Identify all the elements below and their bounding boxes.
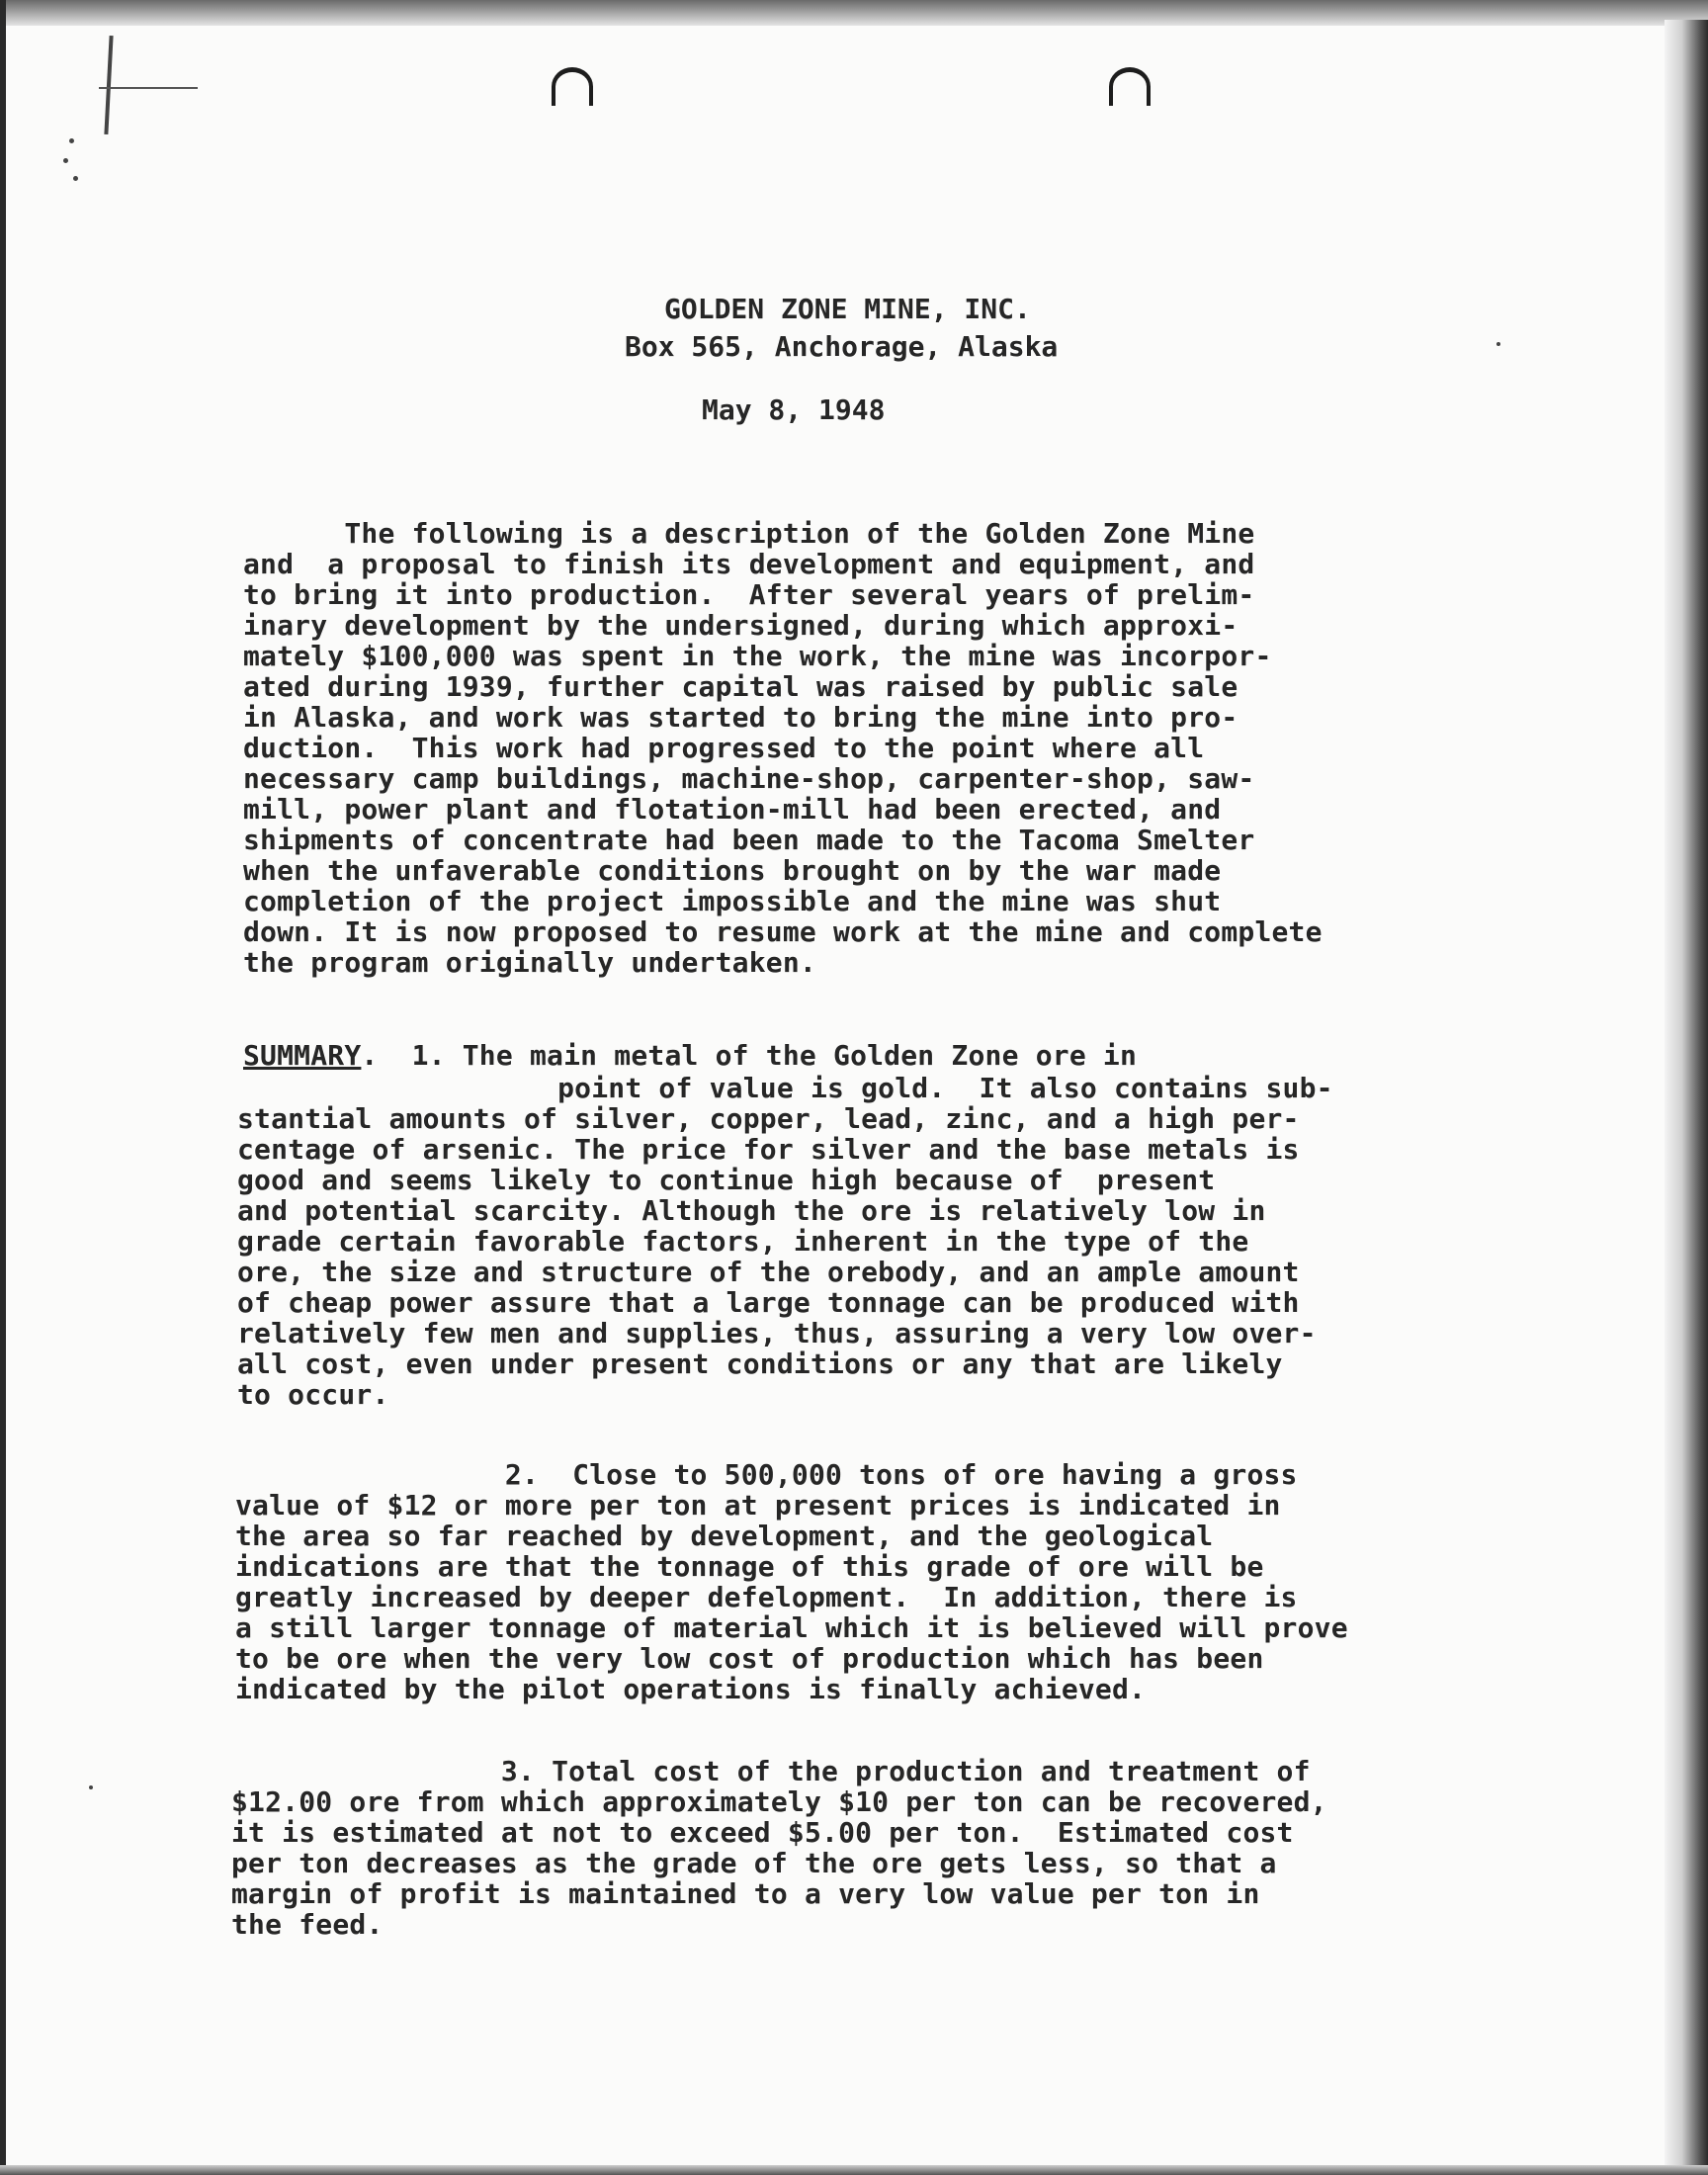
summary-item2-line: greatly increased by deeper defelopment. In addition, there is <box>235 1581 1298 1613</box>
speck <box>1496 342 1500 346</box>
speck <box>63 158 68 163</box>
summary-item3-line: per ton decreases as the grade of the ore gets less, so that a <box>231 1847 1277 1879</box>
intro-line: ated during 1939, further capital was raised by public sale <box>243 670 1238 703</box>
punch-hole-left <box>552 67 593 106</box>
summary-item1-line: ore, the size and structure of the orebody, and an ample amount <box>237 1256 1300 1288</box>
scan-top-edge <box>0 0 1708 26</box>
intro-line: duction. This work had progressed to the point where all <box>243 732 1205 764</box>
intro-line: and a proposal to finish its development and equipment, and <box>243 548 1255 580</box>
staple-line <box>99 87 198 89</box>
speck <box>89 1785 93 1789</box>
summary-item1-line: relatively few men and supplies, thus, assuring a very low over- <box>237 1317 1317 1349</box>
intro-line: shipments of concentrate had been made to the Tacoma Smelter <box>243 824 1255 856</box>
scan-left-edge <box>0 0 6 2175</box>
summary-item1-lead: . 1. The main metal of the Golden Zone ore in <box>361 1039 1138 1072</box>
company-name: GOLDEN ZONE MINE, INC. <box>664 293 1031 325</box>
summary-item2 <box>235 1459 1348 1704</box>
summary-lead-line <box>243 1040 1137 1071</box>
intro-line: The following is a description of the Golden Zone Mine <box>243 517 1255 550</box>
summary-item1-line: of cheap power assure that a large tonnage can be produced with <box>237 1286 1300 1319</box>
summary-item1-line: to occur. <box>237 1378 389 1411</box>
summary-item1-line: all cost, even under present conditions or any that are likely <box>237 1348 1283 1380</box>
summary-item3-line: it is estimated at not to exceed $5.00 per ton. Estimated cost <box>231 1816 1294 1849</box>
summary-item2-line: the area so far reached by development, and the geological <box>235 1520 1214 1552</box>
summary-item1-line: and potential scarcity. Although the ore is relatively low in <box>237 1194 1266 1227</box>
letter-date: May 8, 1948 <box>702 393 886 426</box>
summary-item3-line: margin of profit is maintained to a very low value per ton in <box>231 1877 1260 1910</box>
summary-item1-line: stantial amounts of silver, copper, lead, zinc, and a high per- <box>237 1102 1300 1135</box>
company-address: Box 565, Anchorage, Alaska <box>625 330 1059 363</box>
summary-item2-line: to be ore when the very low cost of production which has been <box>235 1642 1264 1675</box>
speck <box>69 138 74 143</box>
staple-mark <box>104 36 113 134</box>
summary-item1 <box>237 1073 1333 1410</box>
intro-line: mill, power plant and flotation-mill had been erected, and <box>243 793 1222 826</box>
summary-item2-line: 2. Close to 500,000 tons of ore having a gross <box>235 1458 1298 1491</box>
intro-line: the program originally undertaken. <box>243 946 816 979</box>
intro-paragraph <box>243 518 1323 978</box>
summary-item3-line: the feed. <box>231 1908 384 1941</box>
intro-line: mately $100,000 was spent in the work, the mine was incorpor- <box>243 640 1272 672</box>
intro-line: when the unfaverable conditions brought on by the war made <box>243 854 1222 887</box>
intro-line: completion of the project impossible and the mine was shut <box>243 885 1222 917</box>
summary-item2-line: a still larger tonnage of material which it is believed will prove <box>235 1611 1348 1644</box>
scan-bottom-edge <box>0 2165 1708 2175</box>
summary-item2-line: indications are that the tonnage of this grade of ore will be <box>235 1550 1264 1583</box>
speck <box>73 176 78 181</box>
intro-line: to bring it into production. After several years of prelim- <box>243 578 1255 611</box>
summary-item3-line: $12.00 ore from which approximately $10 per ton can be recovered, <box>231 1785 1327 1818</box>
summary-item2-line: indicated by the pilot operations is finally achieved. <box>235 1673 1147 1705</box>
intro-line: necessary camp buildings, machine-shop, carpenter-shop, saw- <box>243 762 1255 795</box>
summary-heading: SUMMARY <box>243 1039 362 1072</box>
summary-item1-line: grade certain favorable factors, inherent in the type of the <box>237 1225 1249 1258</box>
intro-line: inary development by the undersigned, during which approxi- <box>243 609 1238 642</box>
summary-item1-line: centage of arsenic. The price for silver and the base metals is <box>237 1133 1300 1166</box>
summary-item2-line: value of $12 or more per ton at present prices is indicated in <box>235 1489 1281 1522</box>
intro-line: in Alaska, and work was started to bring the mine into pro- <box>243 701 1238 734</box>
summary-item1-line: point of value is gold. It also contains sub- <box>237 1072 1333 1104</box>
intro-line: down. It is now proposed to resume work at the mine and complete <box>243 915 1323 948</box>
summary-item3-line: 3. Total cost of the production and treatment of <box>231 1755 1311 1787</box>
summary-item1-line: good and seems likely to continue high because of present <box>237 1164 1216 1196</box>
punch-hole-right <box>1109 67 1151 106</box>
summary-item3 <box>231 1756 1327 1940</box>
scan-right-edge <box>1665 20 1708 2175</box>
